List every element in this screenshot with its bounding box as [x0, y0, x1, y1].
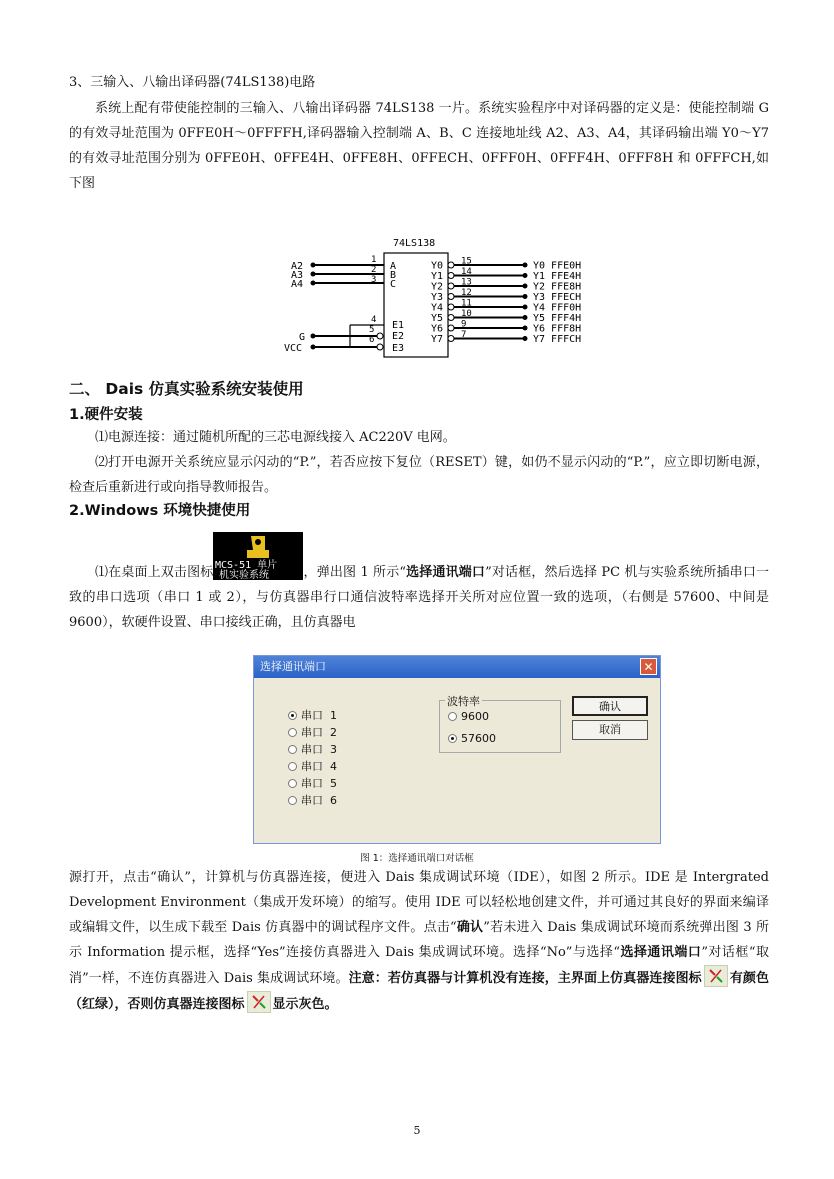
svg-text:6: 6 [369, 335, 375, 345]
svg-text:E1: E1 [392, 320, 405, 331]
port-2-radio[interactable] [288, 725, 337, 741]
intro-paragraph: 系统上配有带使能控制的三输入、八输出译码器 74LS138 一片。系统实验程序中对译码器的定义是：使能控制端 G 的有效寻址范围为 0FFE0H～0FFFFH,译码器输入控制端 A、B、C 连接地址线 A2、A3、A4，其译码输出端 Y0～Y7 的有效寻址范围分别为 0FFE0H、0FFE4H、0FFE8H、0FFECH、0FFF0H、0FFF4H、0FFF8H 和 0FFFCH,如下图 [69, 101, 769, 191]
svg-text:7: 7 [461, 330, 467, 340]
svg-text:E3: E3 [392, 343, 405, 354]
svg-text:A: A [390, 261, 397, 272]
signal-VCC: VCC [284, 343, 303, 354]
radio-icon [288, 745, 297, 754]
svg-text:10: 10 [461, 309, 472, 319]
svg-text:15: 15 [461, 256, 472, 267]
outputs-group [431, 257, 581, 346]
svg-text:机实验系统: 机实验系统 [219, 570, 270, 580]
svg-text:A4: A4 [291, 279, 304, 290]
enable-E1 [350, 315, 404, 331]
input-A [291, 255, 396, 272]
baud-9600-radio[interactable]: 9600 [448, 709, 489, 725]
port-4-radio[interactable] [288, 759, 337, 775]
svg-text:C: C [390, 279, 397, 290]
port-6-radio[interactable] [288, 793, 337, 809]
svg-text:4: 4 [371, 315, 377, 325]
svg-text:Y2: Y2 [431, 281, 444, 293]
svg-text:Y6: Y6 [431, 323, 444, 335]
win-paragraph-1: ⑴在桌面上双击图标 MCS-51 单片 机实验系统 ，弹出图 1 所示“选择通讯端口”对话框，然后选择 PC 机与实验系统所插串口一致的串口选项（串口 1 或 2），与仿真器串行口通信波特率选择开关所对应位置一致的选项，（右侧是 57600、中间是 9600），软硬件设置、串口接线正确，且仿真器电 [69, 560, 769, 635]
svg-text:A2: A2 [291, 261, 304, 272]
svg-text:E2: E2 [392, 331, 405, 342]
svg-text:11: 11 [461, 298, 472, 309]
radio-checked-icon [288, 711, 297, 720]
radio-icon [288, 762, 297, 771]
svg-text:B: B [390, 270, 397, 281]
port-label: 串口 3 [301, 743, 337, 756]
input-B [291, 265, 396, 281]
port-label: 串口 2 [301, 726, 337, 739]
svg-text:Y3: Y3 [431, 292, 444, 303]
svg-text:Y7: Y7 [431, 334, 444, 345]
svg-text:Y5: Y5 [431, 313, 444, 324]
radio-checked-icon [448, 734, 457, 743]
svg-text:12: 12 [461, 288, 472, 298]
svg-text:3: 3 [371, 275, 377, 285]
cancel-button[interactable]: 取消 [572, 720, 648, 740]
signal-G: G [299, 332, 306, 343]
port-5-radio[interactable] [288, 776, 337, 792]
paragraph-2: 源打开，点击“确认”，计算机与仿真器连接，便进入 Dais 集成调试环境（IDE），如图 2 所示。IDE 是 Intergrated Development Environment（集成开发环境）的缩写。使用 IDE 可以轻松地创建文件，并可通过其良好的界面来编译或编辑文件，以生成下载至 Dais 仿真器中的调试程序文件。点击“确认”若未进入 Dais 集成调试环境而系统弹出图 3 所示 Information 提示框，选择“Yes”连接仿真器进入 Dais 集成调试环境。选择“No”与选择“选择通讯端口”对话框“取消”一样，不连仿真器进入 Dais 集成调试环境。注意：若仿真器与计算机没有连接，主界面上仿真器连接图标 有颜色（红绿），否则仿真器连接图标 显示灰色。 [69, 870, 769, 1012]
svg-text:2: 2 [371, 265, 377, 275]
hw-item-2: ⑵打开电源开关系统应显示闪动的“P.”，若否应按下复位（RESET）键，如仍不显示闪动的“P.”，应立即切断电源，检查后重新进行或向指导教师报告。 [69, 455, 769, 495]
decoder-circuit-diagram [280, 232, 620, 360]
svg-text:MCS-51 单片: MCS-51 单片 [215, 560, 278, 571]
close-icon[interactable]: ✕ [640, 658, 657, 675]
radio-icon [288, 779, 297, 788]
port-label: 串口 6 [301, 794, 337, 807]
svg-text:Y7 FFFCH: Y7 FFFCH [533, 334, 582, 345]
emulator-connect-icon [704, 965, 728, 987]
port-label: 串口 4 [301, 760, 337, 773]
svg-text:Y6 FFF8H: Y6 FFF8H [533, 323, 582, 335]
select-port-dialog [253, 655, 661, 844]
svg-text:Y3 FFECH: Y3 FFECH [533, 292, 582, 303]
svg-text:Y2 FFE8H: Y2 FFE8H [533, 281, 582, 293]
port-label: 串口 1 [301, 709, 337, 722]
enable-E3 [313, 335, 404, 354]
port-3-radio[interactable] [288, 742, 337, 758]
mcs51-app-icon[interactable] [213, 532, 303, 580]
section2-heading: 二、 Dais 仿真实验系统安装使用 [69, 380, 304, 398]
hw-item-1: ⑴电源连接：通过随机所配的三芯电源线接入 AC220V 电网。 [95, 430, 456, 445]
radio-icon [448, 712, 457, 721]
svg-text:13: 13 [461, 277, 472, 288]
svg-text:Y0 FFE0H: Y0 FFE0H [533, 260, 582, 272]
svg-text:Y0: Y0 [431, 260, 444, 272]
svg-text:5: 5 [369, 325, 375, 335]
chip-name: 74LS138 [393, 238, 436, 249]
dialog-title: 选择通讯端口 [260, 660, 326, 673]
page-number: 5 [413, 1124, 421, 1137]
port-1-radio[interactable] [288, 708, 337, 724]
svg-text:1: 1 [371, 255, 377, 265]
ok-button[interactable]: 确认 [572, 696, 648, 716]
hw-heading: 1.硬件安装 [69, 407, 143, 423]
svg-text:Y1: Y1 [431, 271, 444, 282]
svg-text:9: 9 [461, 319, 467, 330]
radio-icon [288, 796, 297, 805]
svg-text:A3: A3 [291, 270, 304, 281]
figure-caption: 图 1：选择通讯端口对话框 [360, 853, 474, 864]
section3-heading: 3、三输入、八输出译码器(74LS138)电路 [69, 75, 316, 90]
input-C [291, 275, 396, 290]
svg-text:Y4: Y4 [431, 302, 444, 314]
port-label: 串口 5 [301, 777, 337, 790]
enable-E2 [313, 325, 404, 342]
baud-group [439, 695, 561, 753]
svg-text:Y1 FFE4H: Y1 FFE4H [533, 271, 582, 282]
svg-text:14: 14 [461, 267, 472, 277]
emulator-connect-icon [247, 991, 271, 1013]
baud-label: 波特率 [447, 695, 480, 708]
radio-icon [288, 728, 297, 737]
win-heading: 2.Windows 环境快捷使用 [69, 503, 251, 519]
output-Y0 [431, 257, 581, 272]
svg-text:Y5 FFF4H: Y5 FFF4H [533, 313, 582, 324]
dialog-title-bar [254, 656, 660, 678]
baud-57600-radio[interactable]: 57600 [448, 731, 496, 747]
svg-text:Y4 FFF0H: Y4 FFF0H [533, 302, 582, 314]
